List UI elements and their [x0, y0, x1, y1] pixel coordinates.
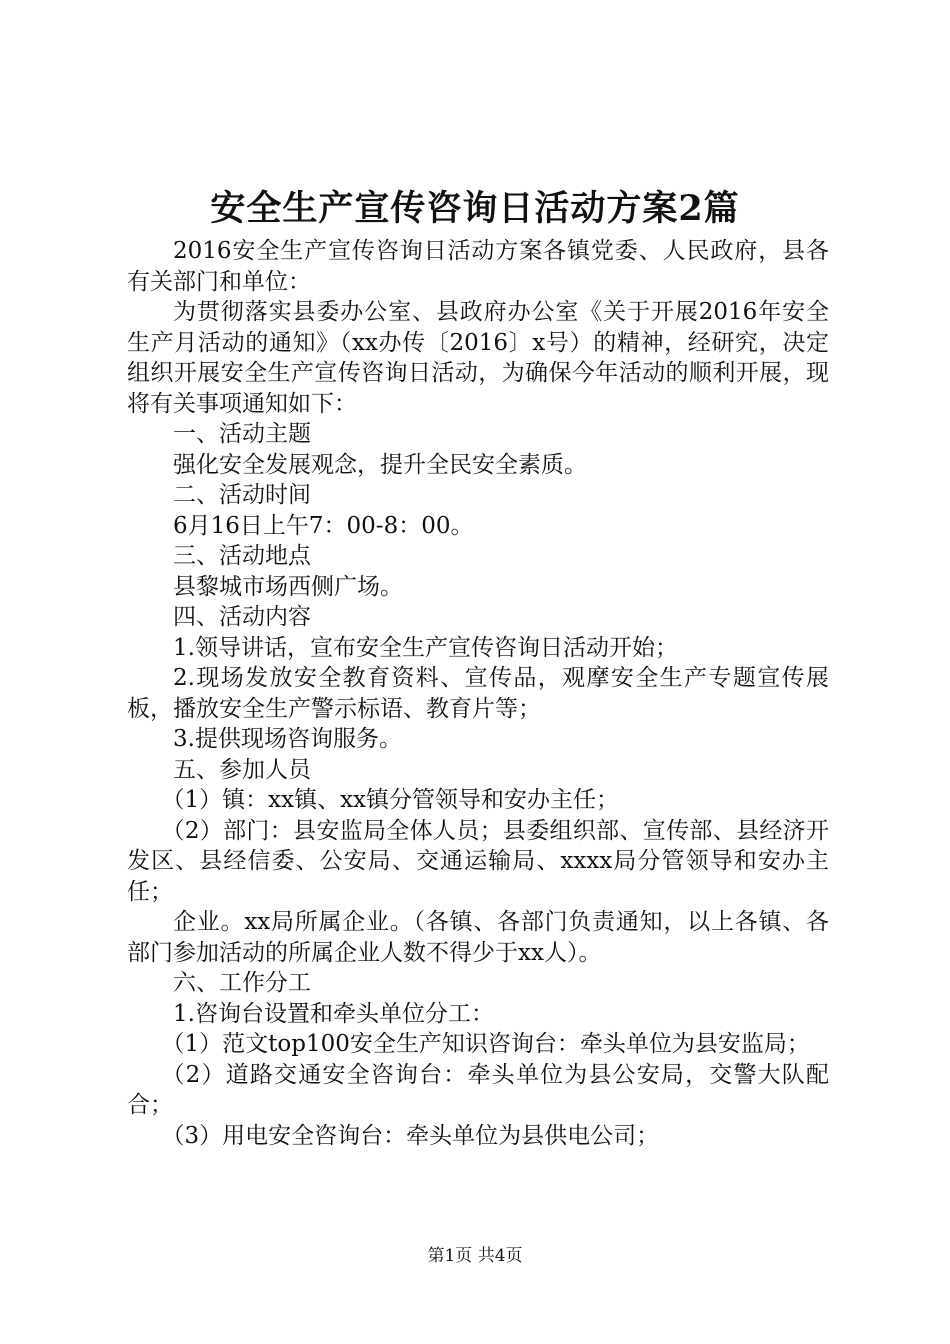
document-title: 安全生产宣传咨询日活动方案2篇 [210, 188, 740, 229]
paragraph: 3.提供现场咨询服务。 [173, 726, 402, 752]
paragraph: 二、活动时间 [173, 482, 311, 508]
paragraph: 三、活动地点 [173, 543, 311, 569]
page-footer: 第1页 共4页 [427, 1246, 523, 1266]
paragraph: 强化安全发展观念，提升全民安全素质。 [173, 451, 587, 478]
paragraph: 一、活动主题 [173, 421, 311, 447]
paragraph: （3）用电安全咨询台：牵头单位为县供电公司； [161, 1122, 660, 1149]
paragraph: 五、参加人员 [173, 756, 311, 783]
document-body [127, 236, 829, 1151]
paragraph: 2.现场发放安全教育资料、宣传品，观摩安全生产专题宣传展板，播放安全生产警示标语、教育片等； [127, 665, 829, 722]
paragraph: 6月16日上午7：00-8：00。 [173, 512, 474, 539]
paragraph: 为贯彻落实县委办公室、县政府办公室《关于开展2016年安全生产月活动的通知》（xx办传〔2016〕x号）的精神，经研究，决定组织开展安全生产宣传咨询日活动，为确保今年活动的顺利开展，现将有关事项通知如下： [127, 299, 829, 417]
paragraph: 四、活动内容 [173, 604, 311, 630]
paragraph: （2）部门：县安监局全体人员；县委组织部、宣传部、县经济开发区、县经信委、公安局、交通运输局、xxxx局分管领导和安办主任； [127, 817, 829, 905]
paragraph: （1）范文top100安全生产知识咨询台：牵头单位为县安监局； [161, 1031, 810, 1057]
paragraph: 企业。xx局所属企业。（各镇、各部门负责通知，以上各镇、各部门参加活动的所属企业人数不得少于xx人）。 [127, 909, 829, 966]
paragraph: 六、工作分工 [173, 970, 311, 996]
paragraph: 县黎城市场西侧广场。 [173, 573, 403, 600]
paragraph: 1.领导讲话，宣布安全生产宣传咨询日活动开始； [173, 634, 678, 661]
paragraph: （2）道路交通安全咨询台：牵头单位为县公安局，交警大队配合； [127, 1061, 829, 1118]
paragraph: （1）镇：xx镇、xx镇分管领导和安办主任； [161, 787, 620, 813]
paragraph: 2016安全生产宣传咨询日活动方案各镇党委、人民政府，县各有关部门和单位： [127, 238, 829, 295]
paragraph: 1.咨询台设置和牵头单位分工： [173, 1000, 494, 1027]
